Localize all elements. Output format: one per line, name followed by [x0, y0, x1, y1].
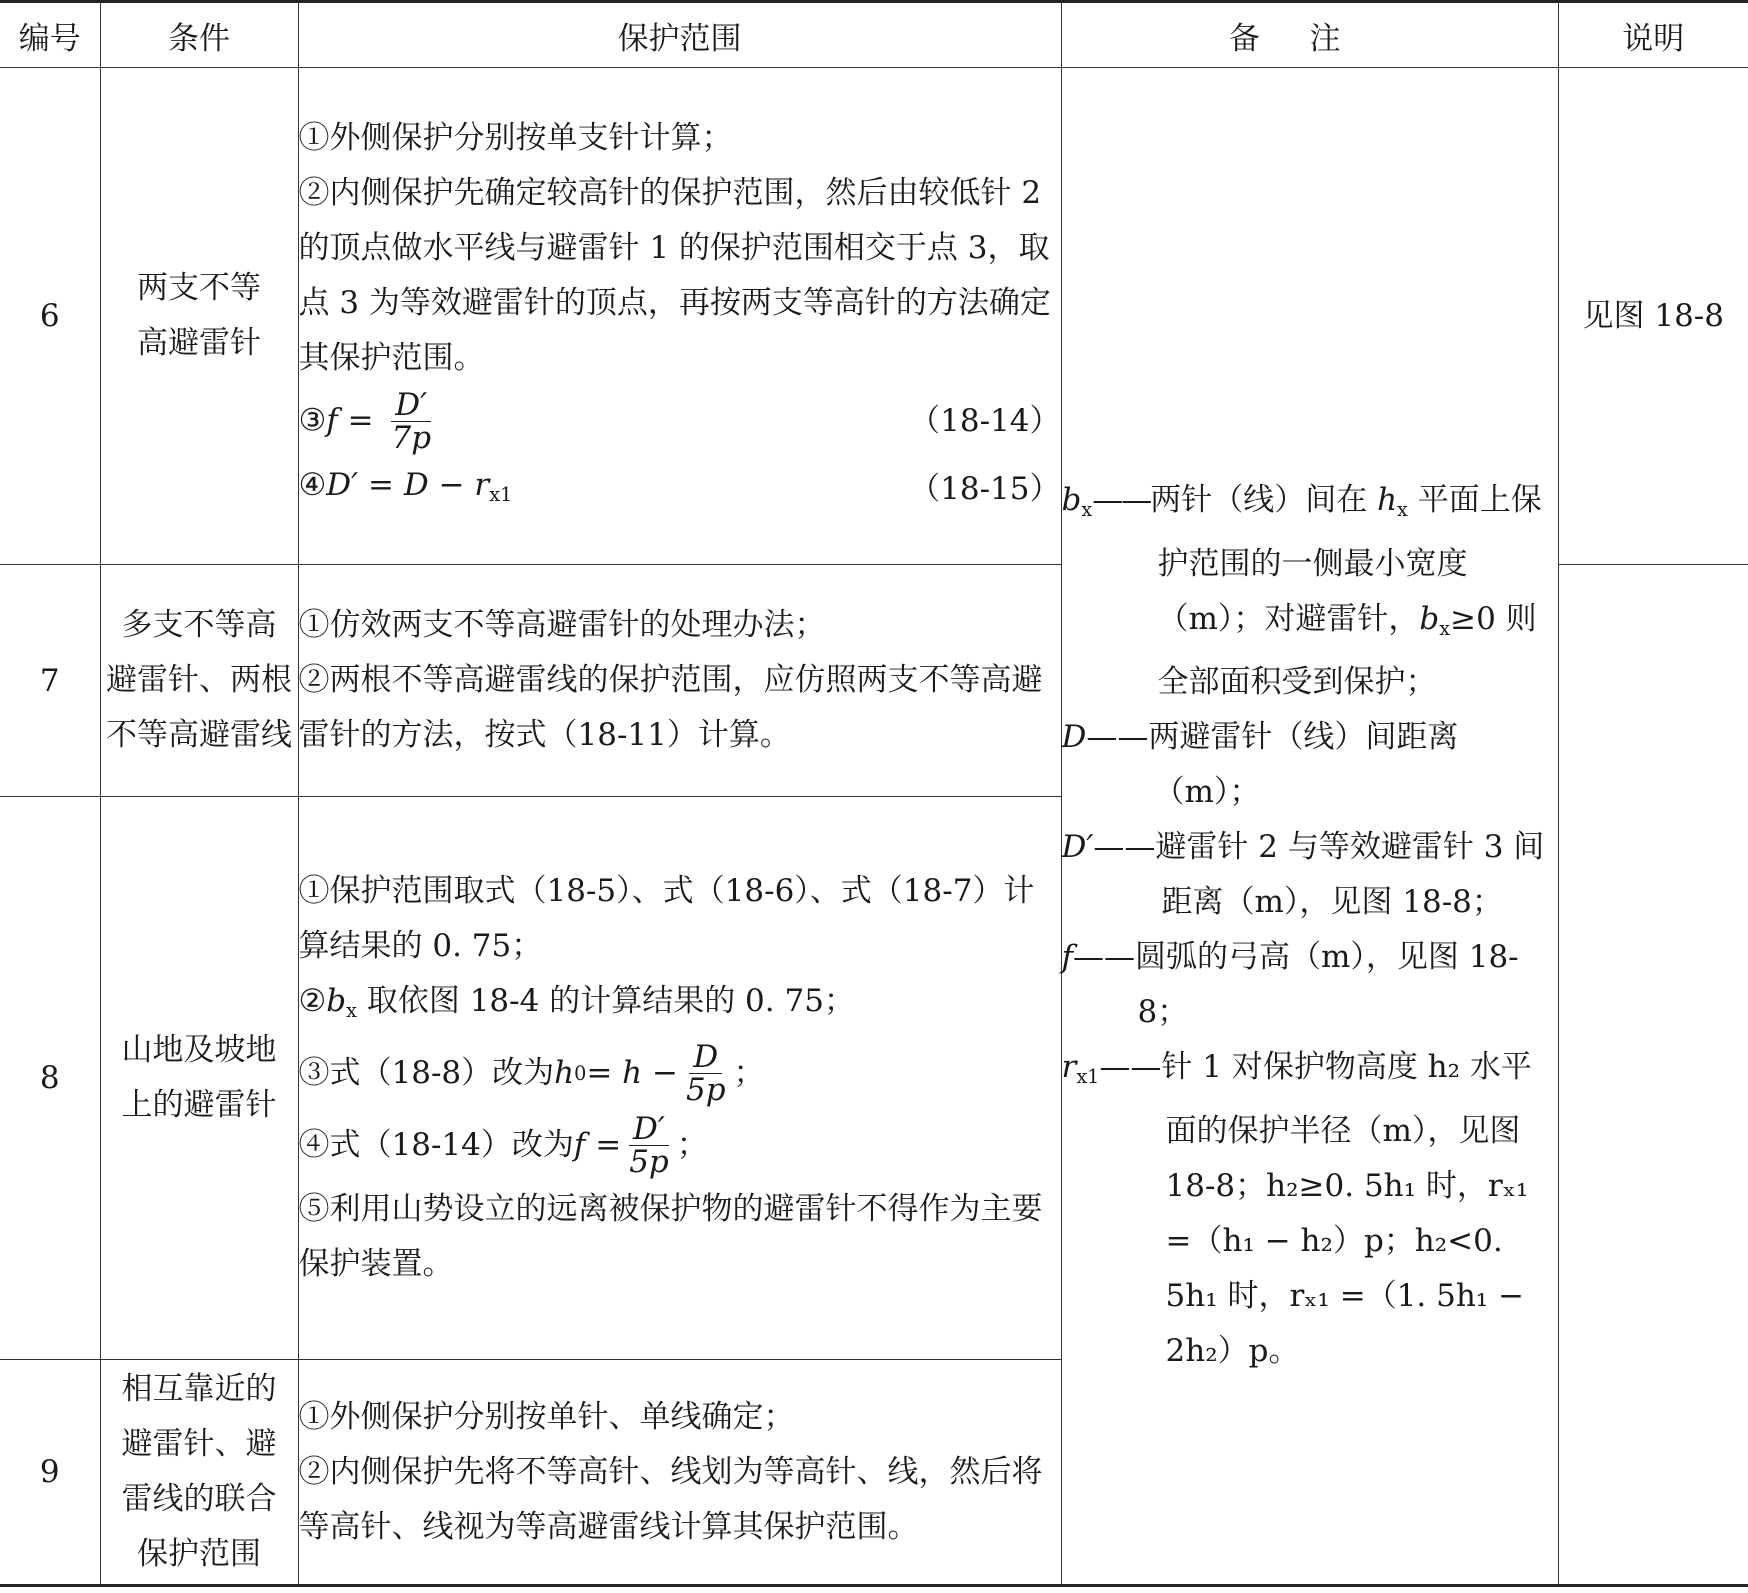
- protection-item: ①外侧保护分别按单针、单线确定；: [298, 1398, 795, 1435]
- equation-number: （18-15）: [909, 470, 1061, 507]
- note-bx: $b_x——$两针（线）间在 $h_x$ 平面上保护范围的一侧最小宽度（m）；对避雷针，$b_x\ge 0$ 则全部面积受到保护；: [1061, 481, 1542, 701]
- row-number: 6: [0, 68, 100, 565]
- notes-cell: [1061, 68, 1558, 1586]
- protection-item: ②内侧保护先确定较高针的保护范围，然后由较低针 2 的顶点做水平线与避雷针 1 的保护范围相交于点 3，取点 3 为等效避雷针的顶点，再按两支等高针的方法确定其保护范围。: [298, 174, 1051, 376]
- header-row: [0, 2, 1748, 68]
- protection-item: ②两根不等高避雷线的保护范围，应仿照两支不等高避雷针的方法，按式（18-11）计算。: [298, 662, 1043, 753]
- formula-line: ④式（18-14）改为 f = $\frac{D'}{5p}$ ；: [298, 1110, 708, 1181]
- protection-cell: [298, 1360, 1061, 1586]
- header-desc: 说明: [1558, 2, 1748, 68]
- header-condition: 条件: [100, 2, 298, 68]
- row-number: 8: [0, 797, 100, 1360]
- fraction: $\frac{D}{5p}$: [685, 1038, 726, 1109]
- protection-cell: [298, 68, 1061, 565]
- fraction: $\frac{D'}{7p}$: [391, 386, 432, 457]
- protection-item: $②b_x$ 取依图 18-4 的计算结果的 0. 75；: [298, 983, 855, 1022]
- condition-line: 高避雷针: [137, 325, 261, 361]
- condition-cell: 相互靠近的 避雷针、避 雷线的联合 保护范围: [100, 1360, 298, 1586]
- row-number: 9: [0, 1360, 100, 1586]
- condition-cell: [100, 68, 298, 565]
- protection-item: ①保护范围取式（18-5）、式（18-6）、式（18-7）计算结果的 0. 75；: [298, 873, 1035, 965]
- condition-cell: 多支不等高 避雷针、两根 不等高避雷线: [100, 565, 298, 797]
- header-no: 编号: [0, 2, 100, 68]
- desc-cell: 见图 18-8: [1558, 68, 1748, 565]
- formula-line: ④D′ = $D - r_{x1}$ （18-15）: [299, 458, 1061, 522]
- equation-number: （18-14）: [909, 403, 1061, 440]
- header-note: 备注: [1061, 2, 1558, 68]
- note-D-prime: D′——避雷针 2 与等效避雷针 3 间距离（m），见图 18-8；: [1061, 829, 1545, 921]
- protection-item: ②内侧保护先将不等高针、线划为等高针、线，然后将等高针、线视为等高避雷线计算其保护范围。: [298, 1453, 1043, 1545]
- protection-item: ①外侧保护分别按单支针计算；: [298, 119, 733, 156]
- condition-cell: 山地及坡地 上的避雷针: [100, 797, 298, 1360]
- condition-line: 两支不等: [137, 270, 261, 306]
- formula-line: ③f = $\frac{D'}{7p}$ （18-14）: [298, 386, 1061, 457]
- row-number: 7: [0, 565, 100, 797]
- fraction: $\frac{D'}{5p}$: [629, 1110, 669, 1181]
- protection-item: ①仿效两支不等高避雷针的处理办法；: [298, 607, 826, 643]
- protection-cell: [298, 565, 1061, 797]
- note-rx1: $r_{x1}——$针 1 对保护物高度 h₂ 水平面的保护半径（m），见图 18-8；h₂≥0. 5h₁ 时，rₓ₁ =（h₁ − h₂）p；h₂<0. 5h₁ 时，rₓ₁ =（1. 5h₁ − 2h₂）p。: [1061, 1049, 1532, 1370]
- header-protection: 保护范围: [298, 2, 1061, 68]
- table-row: [0, 68, 1748, 565]
- protection-item: ⑤利用山势设立的远离被保护物的避雷针不得作为主要保护装置。: [298, 1190, 1043, 1282]
- protection-cell: [298, 797, 1061, 1360]
- note-D: D——两避雷针（线）间距离（m）；: [1061, 719, 1459, 811]
- desc-cell-empty: [1558, 565, 1748, 1586]
- note-f: f——圆弧的弓高（m），见图 18-8；: [1061, 939, 1519, 1031]
- formula-line: ③式（18-8）改为 h 0 = h − $\frac{D}{5p}$ ；: [298, 1038, 765, 1109]
